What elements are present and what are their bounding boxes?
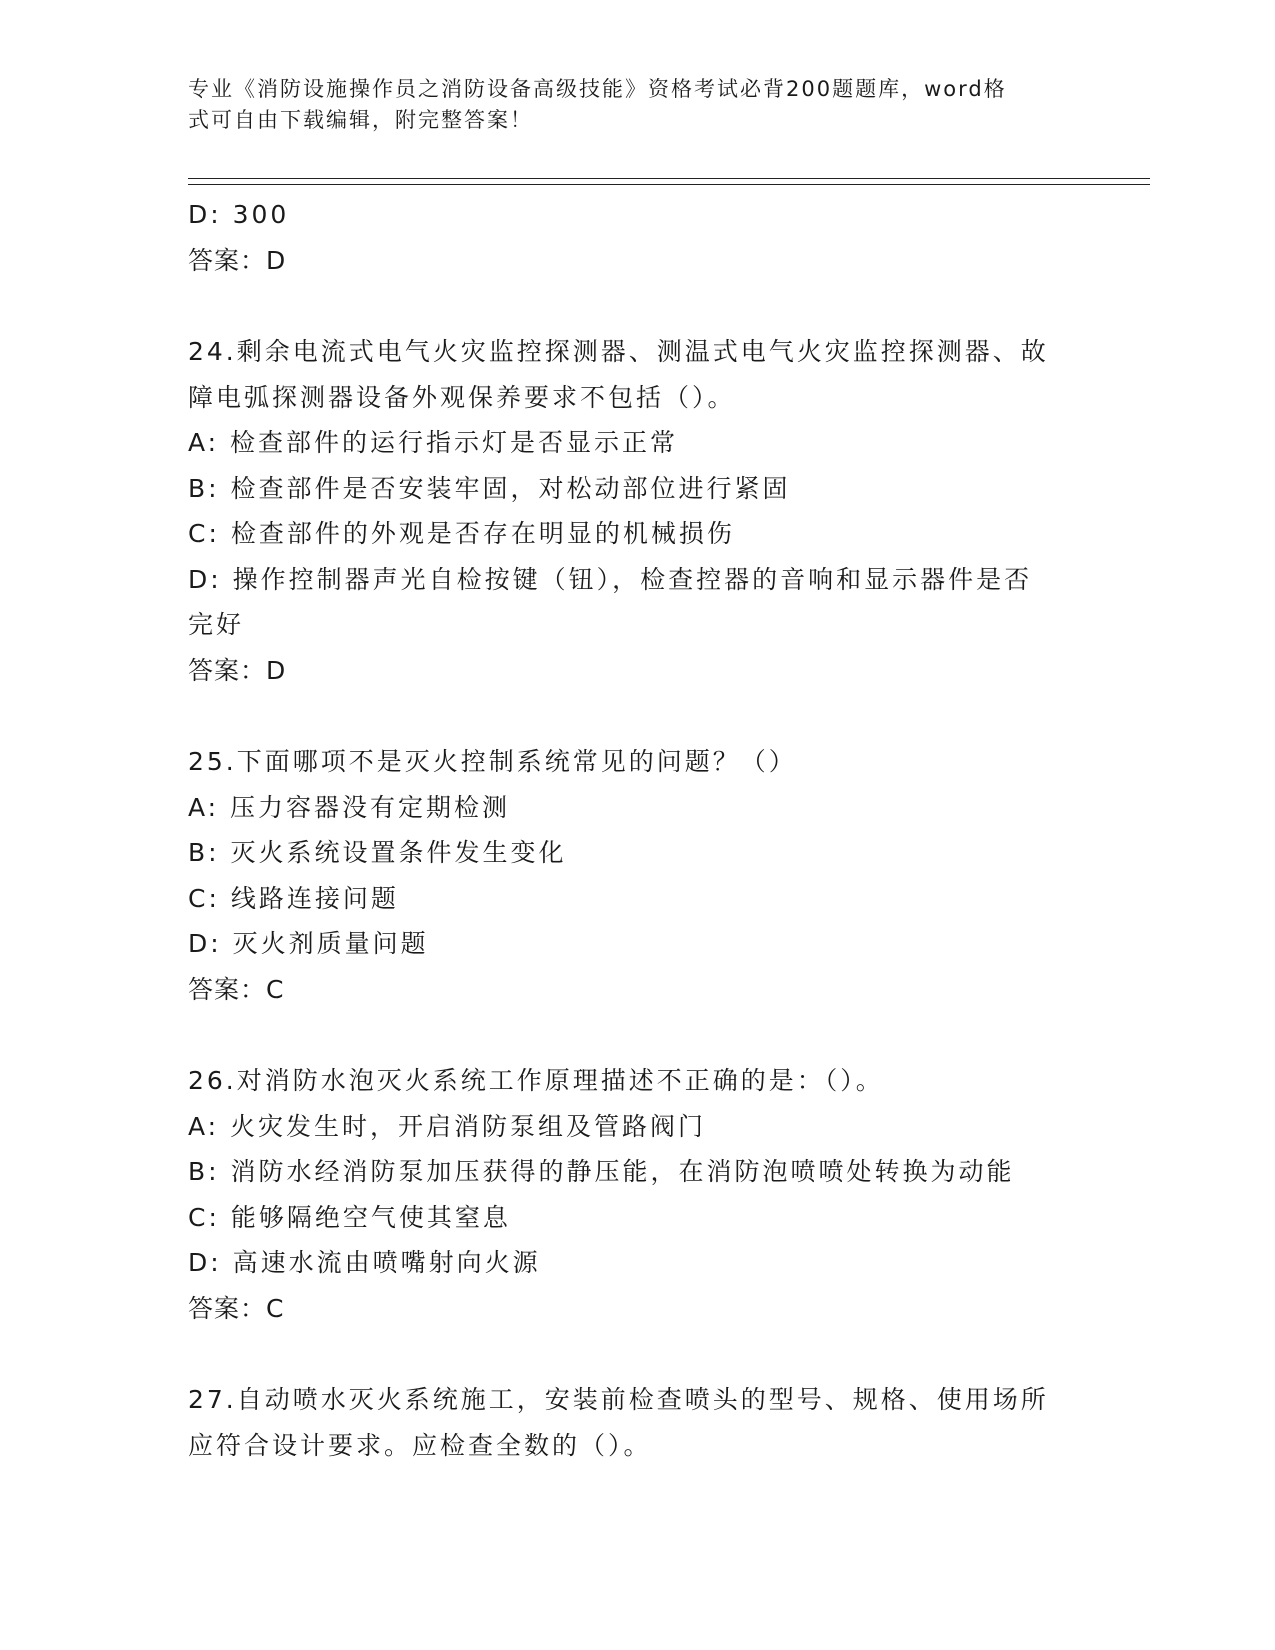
answer-line: 答案：D [188, 245, 287, 275]
option-line: C: 能够隔绝空气使其窒息 [188, 1202, 511, 1232]
question-stem-line: 26.对消防水泡灭火系统工作原理描述不正确的是：（）。 [188, 1066, 884, 1095]
question-26 [188, 1058, 1088, 1331]
document-header [188, 74, 1068, 136]
option-line-continuation: 完好 [188, 610, 245, 639]
header-divider-bottom [188, 184, 1150, 185]
option-line: C: 线路连接问题 [188, 883, 399, 913]
question-stem-line: 障电弧探测器设备外观保养要求不包括（）。 [188, 382, 736, 412]
question-stem-line: 27.自动喷水灭火系统施工，安装前检查喷头的型号、规格、使用场所 [188, 1385, 1049, 1414]
header-divider-top [188, 178, 1150, 179]
question-stem-line: 应符合设计要求。应检查全数的（）。 [188, 1430, 652, 1460]
question-stem-line: 25.下面哪项不是灭火控制系统常见的问题？（） [188, 747, 797, 776]
option-line: B: 灭火系统设置条件发生变化 [188, 838, 567, 867]
option-line: D: 灭火剂质量问题 [188, 929, 429, 958]
option-line: D: 高速水流由喷嘴射向火源 [188, 1248, 541, 1277]
question-gap [188, 1012, 1088, 1058]
header-line-2: 式可自由下载编辑，附完整答案！ [188, 108, 533, 132]
document-body [188, 192, 1088, 1468]
option-line: C: 检查部件的外观是否存在明显的机械损伤 [188, 519, 735, 548]
option-line: A: 检查部件的运行指示灯是否显示正常 [188, 428, 679, 457]
answer-line: 答案：D [188, 655, 287, 685]
question-24 [188, 329, 1088, 693]
option-line: B: 检查部件是否安装牢固，对松动部位进行紧固 [188, 473, 791, 503]
option-line: A: 压力容器没有定期检测 [188, 792, 511, 822]
header-line-1: 专业《消防设施操作员之消防设备高级技能》资格考试必背200题题库，word格 [188, 77, 1007, 101]
option-line: D: 300 [188, 200, 290, 229]
question-stem-line: 24.剩余电流式电气火灾监控探测器、测温式电气火灾监控探测器、故 [188, 337, 1049, 366]
answer-line: 答案：C [188, 974, 285, 1004]
question-27 [188, 1377, 1088, 1468]
question-25 [188, 739, 1088, 1012]
option-line: B: 消防水经消防泵加压获得的静压能，在消防泡喷喷处转换为动能 [188, 1157, 1015, 1186]
question-gap [188, 693, 1088, 739]
answer-line: 答案：C [188, 1293, 285, 1323]
option-line: D: 操作控制器声光自检按键（钮），检查控器的音响和显示器件是否 [188, 564, 1033, 594]
question-gap [188, 1331, 1088, 1377]
option-line: A: 火灾发生时，开启消防泵组及管路阀门 [188, 1111, 707, 1141]
question-gap [188, 283, 1088, 329]
